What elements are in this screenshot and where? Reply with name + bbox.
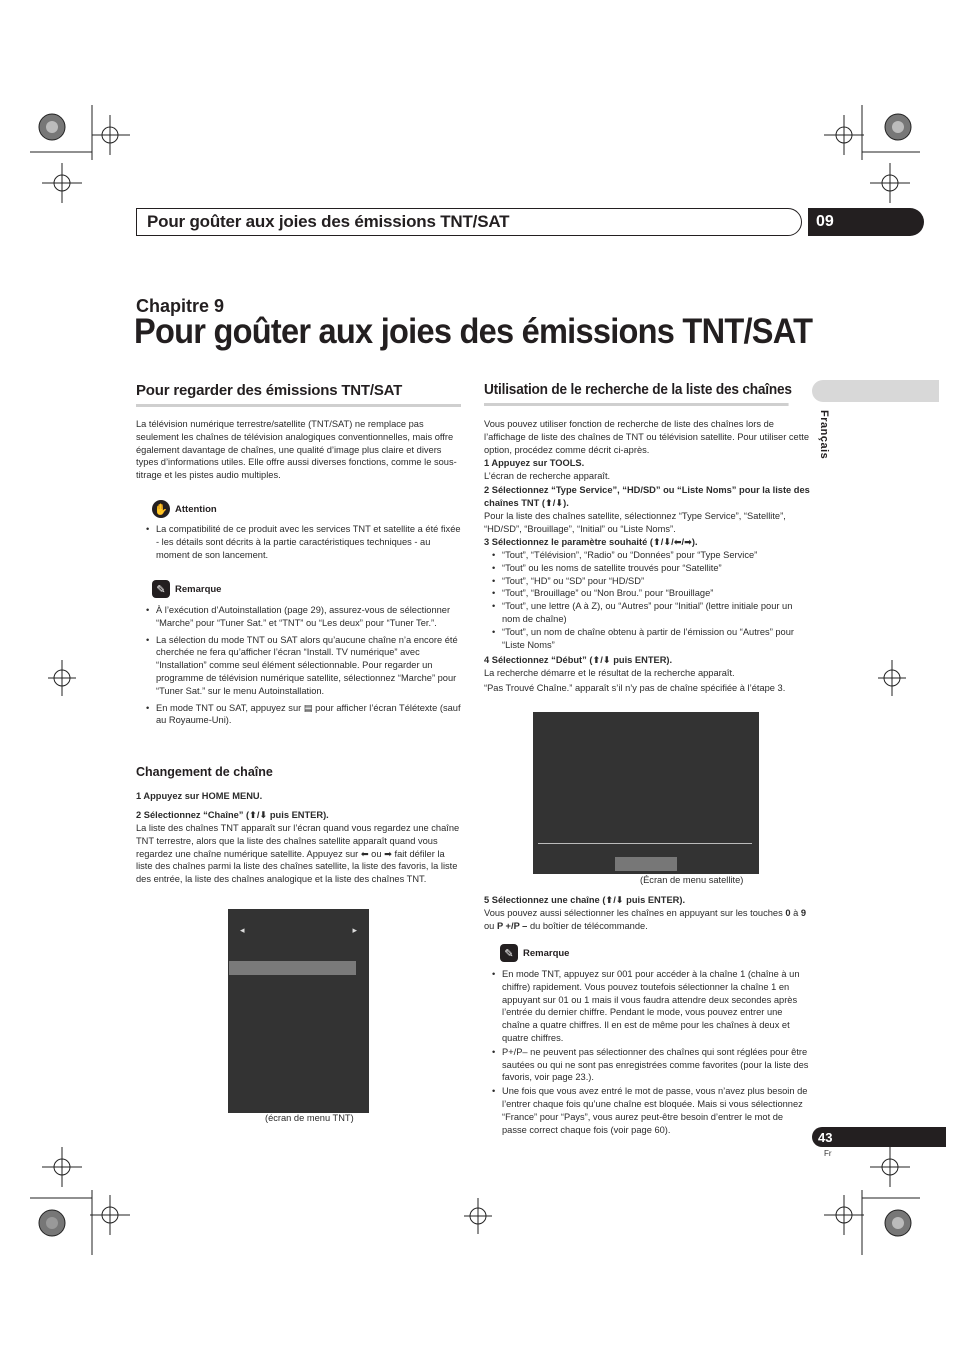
running-header-title: Pour goûter aux joies des émissions TNT/SAT [147, 212, 510, 231]
attention-list [146, 523, 462, 561]
search-step-4: 4 Sélectionnez “Début” (⬆/⬇ puis ENTER). [484, 655, 673, 665]
remarque-label: Remarque [523, 947, 570, 959]
list-item: • “Tout”, “Télévision”, “Radio” ou “Données” pour “Type Service” [492, 549, 810, 562]
list-item: • “Tout”, “Brouillage” ou “Non Brou.” pour “Brouillage” [492, 587, 810, 600]
key-p-plus-minus: P +/P – [496, 920, 528, 931]
tnt-menu-screen [228, 909, 369, 1113]
page-title: Pour goûter aux joies des émissions TNT/SAT [134, 312, 813, 351]
selected-channel-row [229, 961, 356, 975]
search-step-2: 2 Sélectionnez “Type Service”, “HD/SD” ou “Liste Noms” pour la liste des chaînes TNT (⬆/⬇). [484, 485, 810, 508]
registration-mark-bottom-left [30, 1135, 150, 1255]
search-step-5-text [484, 907, 810, 933]
registration-mark-top-left [30, 105, 150, 225]
pencil-note-icon: ✎ [500, 944, 518, 962]
chapter-label: Chapitre 9 [136, 296, 225, 316]
list-item: • À l’exécution d’Autoinstallation (page 29), assurez-vous de sélectionner “Marche” pour “Tuner Sat.” et “TNT” ou “Les deux” pour “Tuner Ter.”. [146, 604, 462, 630]
page-number: 43 [812, 1127, 946, 1147]
step-2: 2 Sélectionnez “Chaîne” (⬆/⬇ puis ENTER). [136, 810, 329, 820]
list-item: • “Tout”, “HD” ou “SD” pour “HD/SD” [492, 575, 810, 588]
step-5-text-part: Vous pouvez aussi sélectionner les chaînes en appuyant sur les touches [484, 908, 786, 918]
section-heading-search: Utilisation de le recherche de la liste des chaînes [484, 382, 789, 406]
remarque-list-left [146, 604, 462, 727]
step-5-text-part: du boîtier de télécommande. [527, 920, 648, 931]
section-heading-watch: Pour regarder des émissions TNT/SAT [136, 382, 461, 407]
tnt-screen-caption: (écran de menu TNT) [265, 1113, 354, 1123]
key-0: 0 [785, 908, 791, 918]
list-item: • “Tout” ou les noms de satellite trouvés pour “Satellite” [492, 562, 810, 575]
remarque-notice-left [152, 580, 221, 598]
search-step-1: 1 Appuyez sur TOOLS. [484, 458, 585, 468]
sub-heading-channel-change: Changement de chaîne [136, 765, 273, 779]
step-5-text-part: à [790, 908, 801, 918]
arrow-right-icon: ▸ [352, 925, 357, 935]
screen-divider [538, 843, 752, 844]
list-item: • En mode TNT ou SAT, appuyez sur ▤ pour afficher l’écran Télétexte (sauf au Royaume-Uni). [146, 702, 462, 728]
remarque-label: Remarque [175, 583, 222, 595]
search-step-3: 3 Sélectionnez le paramètre souhaité (⬆/⬇/⬅/➡). [484, 537, 698, 547]
step-2-text: La liste des chaînes TNT apparaît sur l’écran quand vous regardez une chaîne TNT terrestre, alors que la liste des chaînes satellite apparaît quand vous regardez une chaîne numérique satellite. Appuyez sur ⬅ ou ➡ fait défiler la liste des chaînes parmi la liste des chaînes satellite, la liste des favoris, la liste des entrée, la liste des chaînes analogique et la liste des chaînes TNT. [136, 823, 460, 885]
chapter-number-badge: 09 [808, 208, 924, 236]
search-step-3-list [492, 549, 810, 651]
running-header [136, 208, 802, 236]
language-tab [812, 380, 939, 402]
remarque-list-right [492, 968, 810, 1136]
arrow-left-icon: ◂ [240, 925, 245, 935]
list-item: • “Tout”, une lettre (A à Z), ou “Autres” pour “Initial” (lettre initiale pour un nom de chaîne) [492, 600, 810, 626]
page-language-code: Fr [824, 1149, 832, 1158]
attention-label: Attention [175, 503, 217, 515]
language-label: Français [818, 410, 830, 460]
registration-mark-left-middle [48, 660, 76, 696]
attention-notice [152, 500, 217, 518]
registration-mark-bottom-center [464, 1198, 492, 1234]
step-1: 1 Appuyez sur HOME MENU. [136, 791, 263, 801]
key-9: 9 [800, 908, 806, 918]
search-step-4-text-2: “Pas Trouvé Chaîne.” apparaît s’il n’y pas de chaîne spécifiée à l’étape 3. [484, 683, 786, 693]
list-item: • En mode TNT, appuyez sur 001 pour accéder à la chaîne 1 (chaîne à un chiffre) rapidement. Vous pouvez toutefois sélectionner la chaîne 1 en appuyant sur 01 ou 1 mais il vous faudra attendre deux secondes après l’entrée du dernier chiffre. Pendant le mode, vous pouvez entrer une chaîne a quatre chiffres. Il en est de même pour les chaînes à deux et quatre chiffres. [492, 968, 810, 1045]
pencil-note-icon: ✎ [152, 580, 170, 598]
registration-mark-bottom-right [800, 1135, 920, 1255]
search-intro: Vous pouvez utiliser fonction de recherche de liste des chaînes lors de l’affichage de liste des chaînes de TNT ou télévision satellite. Pour utiliser cette option, procédez comme décrit ci-après. [484, 419, 810, 455]
list-item: • La compatibilité de ce produit avec les services TNT et satellite a été fixée - les détails sont décrits à la partie caractéristiques techniques - au moment de son lancement. [146, 523, 462, 561]
remarque-notice-right [500, 944, 569, 962]
search-step-5: 5 Sélectionnez une chaîne (⬆/⬇ puis ENTER). [484, 895, 686, 905]
registration-mark-right-middle [878, 660, 906, 696]
hand-stop-icon: ✋ [152, 500, 170, 518]
list-item: • “Tout”, un nom de chaîne obtenu à partir de l’émission ou “Autres” pour “Liste Noms” [492, 626, 810, 652]
satellite-screen-caption: (Écran de menu satellite) [640, 875, 744, 885]
satellite-menu-screen [533, 712, 759, 874]
search-step-1-text: L’écran de recherche apparaît. [484, 471, 611, 481]
screen-start-button [615, 857, 677, 871]
list-item: • La sélection du mode TNT ou SAT alors qu’aucune chaîne n’a encore été cherchée ne fera qu’afficher l’écran “Install. TV numérique” avec “Installation” comme seul élément sélectionnable. Pour regarder un programme de télévision numérique satellite, sélectionnez “Marche” pour “Tuner Sat.” sur le menu Autoinstallation. [146, 634, 462, 698]
list-item: • P+/P– ne peuvent pas sélectionner des chaînes qui sont réglées pour être sautées ou qui ne sont pas enregistrées comme favorites (pour la liste des favoris, voir page 23.). [492, 1046, 810, 1084]
intro-paragraph: La télévision numérique terrestre/satellite (TNT/SAT) ne remplace pas seulement les chaînes de télévision analogiques conventionnelles, mais offre également davantage de chaînes, une qualité d’image plus claire et divers types d’informations utiles. Elle offre aussi diverses fonctions, comme le sous-titrage et les pistes audio multiples. [136, 419, 457, 481]
step-5-text-part: ou [484, 920, 497, 931]
search-step-2-text: Pour la liste des chaînes satellite, sélectionnez “Type Service”, “Satellite”, “HD/SD”, “Brouillage”, “Initial” ou “Liste Noms”. [484, 511, 786, 534]
search-step-4-text-1: La recherche démarre et le résultat de la recherche apparaît. [484, 668, 735, 678]
registration-mark-top-right [800, 105, 920, 225]
list-item: • Une fois que vous avez entré le mot de passe, vous n’avez plus besoin de l’entrer chaque fois qu’une chaîne est bloquée. Mais si vous sélectionnez “France” pour “Pays”, vous aurez peut-être besoin d’entrer le mot de passe correct chaque fois (voir page 60). [492, 1085, 810, 1136]
